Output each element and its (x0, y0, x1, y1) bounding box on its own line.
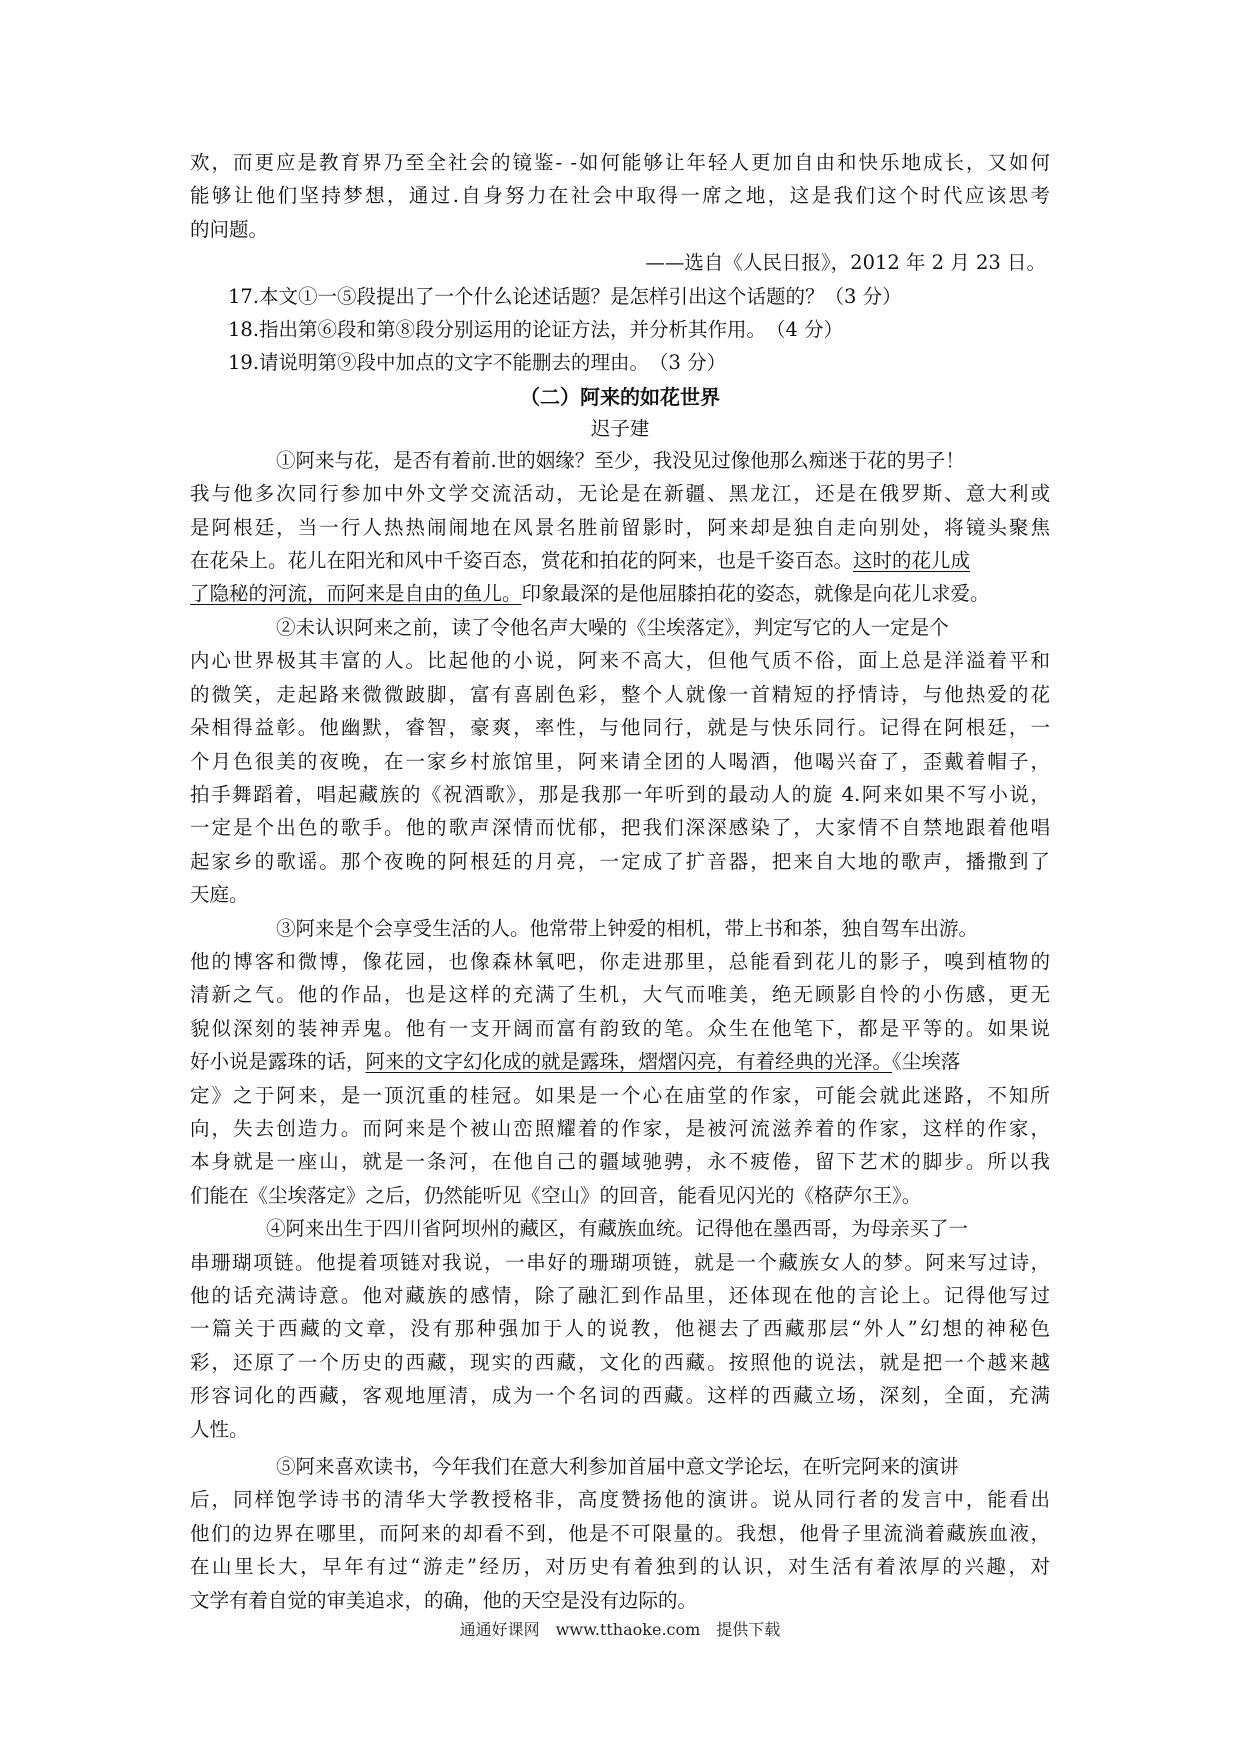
text-line: 拍手舞蹈着，唱起藏族的《祝酒歌》，那是我那一年听到的最动人的旋 4.阿来如果不写小说， (190, 782, 1050, 806)
text-line: 貌似深刻的装神弄鬼。他有一支开阔而富有韵致的笔。众生在他笔下，都是平等的。如果说 (190, 1016, 1050, 1040)
previous-article-ending (190, 146, 1050, 246)
text-line: 在山里长大，早年有过“游走”经历，对历史有着独到的认识，对生活有着浓厚的兴趣，对 (190, 1555, 1050, 1579)
text-line: 个月色很美的夜晚，在一家乡村旅馆里，阿来请全团的人喝酒，他喝兴奋了，歪戴着帽子， (190, 749, 1050, 773)
text-line: 起家乡的歌谣。那个夜晚的阿根廷的月亮，一定成了扩音器，把来自大地的歌声，播撒到了 (190, 849, 1050, 873)
text-line: 彩，还原了一个历史的西藏，现实的西藏，文化的西藏。按照他的说法，就是把一个越来越 (190, 1350, 1050, 1374)
text-line (190, 1045, 1050, 1078)
text-line: 们能在《尘埃落定》之后，仍然能听见《空山》的回音，能看见闪光的《格萨尔王》。 (190, 1183, 922, 1207)
text-line: 内心世界极其丰富的人。比起他的小说，阿来不高大，但他气质不俗，面上总是洋溢着平和 (190, 649, 1050, 673)
text-line: ④阿来出生于四川省阿坝州的藏区，有藏族血统。记得他在墨西哥，为母亲买了一 (266, 1217, 969, 1241)
question-list (190, 280, 1050, 380)
text-line: 文学有着自觉的审美追求，的确，他的天空是没有边际的。 (190, 1588, 698, 1612)
text-line: 人性。 (190, 1417, 249, 1441)
text-line: 一定是个出色的歌手。他的歌声深情而忧郁，把我们深深感染了，大家情不自禁地跟着他唱 (190, 816, 1050, 840)
question-19: 19.请说明第⑨段中加点的文字不能删去的理由。 （3 分） (228, 351, 727, 375)
text-span: 印象最深的是他屈膝拍花的姿态，就像是向花儿求爱。 (521, 582, 990, 606)
text-line: 他们的边界在哪里，而阿来的却看不到，他是不可限量的。我想，他骨子里流淌着藏族血液， (190, 1521, 1050, 1545)
text-span: 《尘埃落 (892, 1050, 961, 1074)
text-line: 一篇关于西藏的文章，没有那种强加于人的说教，他褪去了西藏那层“外人”幻想的神秘色 (190, 1317, 1050, 1341)
text-line: 欢，而更应是教育界乃至全社会的镜鉴- -如何能够让年轻人更加自由和快乐地成长，又如何 (190, 151, 1050, 174)
text-line: 我与他多次同行参加中外文学交流活动，无论是在新疆、黑龙江，还是在俄罗斯、意大利或 (190, 482, 1050, 506)
section-title: （二）阿来的如花世界 (520, 384, 720, 409)
underlined-sentence: 阿来的文字幻化成的就是露珠，熠熠闪亮，有着经典的光泽。 (365, 1050, 893, 1074)
text-line: 他的话充满诗意。他对藏族的感情，除了融汇到作品里，还体现在他的言论上。记得他写过 (190, 1284, 1050, 1307)
text-line: ③阿来是个会享受生活的人。他常带上钟爱的相机，带上书和茶，独自驾车出游。 (276, 916, 979, 940)
underlined-sentence: 这时的花儿成 (853, 549, 971, 573)
text-line: 定》之于阿来，是一顶沉重的桂冠。如果是一个心在庙堂的作家，可能会就此迷路，不知所 (190, 1083, 1050, 1107)
text-line: 本身就是一座山，就是一条河，在他自己的疆域驰骋，永不疲倦，留下艺术的脚步。所以我 (190, 1150, 1050, 1174)
text-line: 朵相得益彰。他幽默，睿智，豪爽，率性，与他同行，就是与快乐同行。记得在阿根廷，一 (190, 716, 1050, 740)
text-span: 在花朵上。花儿在阳光和风中千姿百态，赏花和拍花的阿来，也是千姿百态。 (190, 549, 854, 573)
source-citation: ——选自《人民日报》，2012 年 2 月 23 日。 (645, 251, 1046, 275)
document-page (190, 146, 1050, 1617)
text-span: 好小说是露珠的话， (190, 1050, 366, 1074)
author-name: 迟子建 (590, 416, 650, 440)
text-line: 的问题。 (190, 217, 269, 241)
text-line: 他的博客和微博，像花园，也像森林氧吧，你走进那里，总能看到花儿的影子，嗅到植物的 (190, 949, 1050, 973)
paragraph-5 (190, 1450, 1050, 1617)
text-line: 后，同样饱学诗书的清华大学教授格非，高度赞扬他的演讲。说从同行者的发言中，能看出 (190, 1488, 1050, 1512)
paragraph-1 (190, 444, 1050, 611)
paragraph-4 (190, 1212, 1050, 1446)
paragraph-2 (190, 611, 1050, 912)
text-line: 是阿根廷，当一行人热热闹闹地在风景名胜前留影时，阿来却是独自走向别处，将镜头聚焦 (190, 515, 1050, 539)
underlined-sentence: 了隐秘的河流，而阿来是自由的鱼儿。 (190, 582, 522, 606)
text-line (190, 577, 1050, 610)
text-line: 形容词化的西藏，客观地厘清，成为一个名词的西藏。这样的西藏立场，深刻，全面，充满 (190, 1384, 1050, 1408)
text-line: ⑤阿来喜欢读书，今年我们在意大利参加首届中意文学论坛，在听完阿来的演讲 (276, 1455, 959, 1479)
text-line (190, 544, 1050, 577)
page-footer: 通通好课网 www.tthaoke.com 提供下载 (459, 1620, 781, 1639)
paragraph-3 (190, 912, 1050, 1213)
text-line: 向，失去创造力。而阿来是个被山峦照耀着的作家，是被河流滋养着的作家，这样的作家， (190, 1116, 1050, 1140)
question-18: 18.指出第⑥段和第⑧段分别运用的论证方法，并分析其作用。 （4 分） (228, 318, 844, 342)
text-line: 串珊瑚项链。他提着项链对我说，一串好的珊瑚项链，就是一个藏族女人的梦。阿来写过诗， (190, 1250, 1050, 1274)
text-line: 的微笑，走起路来微微跛脚，富有喜剧色彩，整个人就像一首精短的抒情诗，与他热爱的花 (190, 682, 1050, 706)
text-line: 天庭。 (190, 883, 249, 907)
text-line: 清新之气。他的作品，也是这样的充满了生机，大气而唯美，绝无顾影自怜的小伤感，更无 (190, 983, 1050, 1007)
text-line: 能够让他们坚持梦想，通过.自身努力在社会中取得一席之地，这是我们这个时代应该思考 (190, 184, 1050, 208)
question-17: 17.本文①一⑤段提出了一个什么论述话题？是怎样引出这个话题的？（3 分） (228, 284, 902, 308)
text-line: ①阿来与花，是否有着前.世的姻缘？至少，我没见过像他那么痴迷于花的男子！ (276, 448, 965, 472)
text-line: ②未认识阿来之前，读了令他名声大噪的《尘埃落定》，判定写它的人一定是个 (276, 615, 949, 639)
